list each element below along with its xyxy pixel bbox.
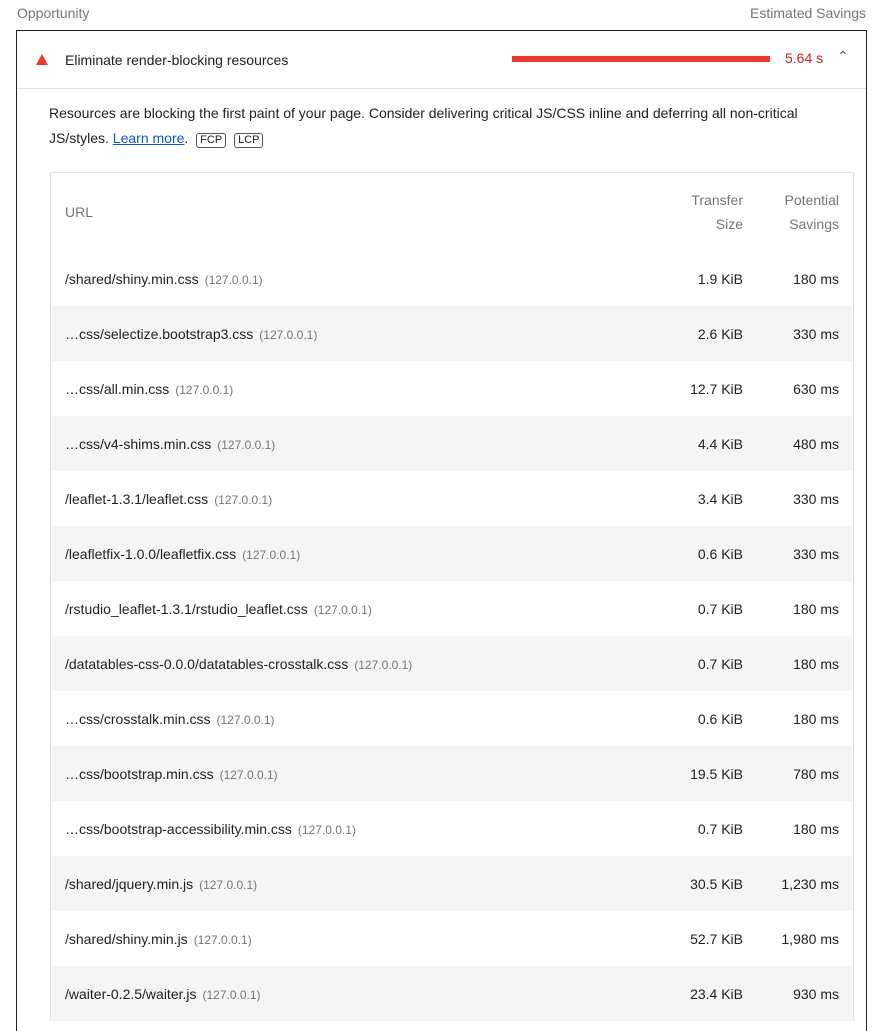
section-header (0, 0, 874, 30)
savings-bar (512, 56, 770, 62)
table-row (51, 746, 853, 801)
url-link[interactable]: …css/bootstrap.min.css (65, 765, 214, 782)
table-row (51, 306, 853, 361)
header-text: Savings (789, 216, 839, 232)
host-label: (127.0.0.1) (202, 987, 261, 1002)
savings-cell: 180 ms (793, 270, 839, 287)
header-text: Potential (784, 192, 839, 208)
url-link[interactable]: /waiter-0.2.5/waiter.js (65, 985, 197, 1002)
table-row (51, 416, 853, 471)
transfer-size-cell: 23.4 KiB (690, 985, 743, 1002)
url-link[interactable]: /shared/shiny.min.css (65, 270, 199, 287)
url-link[interactable]: …css/v4-shims.min.css (65, 435, 212, 452)
transfer-size-cell: 0.7 KiB (697, 820, 743, 837)
savings-cell: 330 ms (793, 545, 839, 562)
transfer-size-cell: 12.7 KiB (690, 380, 743, 397)
chevron-up-icon[interactable]: ⌃ (837, 48, 849, 64)
table-row (51, 581, 853, 636)
host-label: (127.0.0.1) (193, 932, 252, 947)
url-cell (51, 601, 653, 617)
savings-value: 5.64 s (785, 50, 824, 66)
table-row (51, 251, 853, 306)
host-label: (127.0.0.1) (297, 822, 356, 837)
table-row (51, 911, 853, 966)
url-cell (51, 326, 653, 342)
host-label: (127.0.0.1) (214, 492, 273, 507)
transfer-size-cell: 2.6 KiB (697, 325, 743, 342)
fcp-tag: FCP (196, 133, 226, 148)
table-row (51, 361, 853, 416)
host-label: (127.0.0.1) (216, 712, 275, 727)
url-link[interactable]: /shared/jquery.min.js (65, 875, 194, 892)
savings-cell: 1,980 ms (781, 930, 839, 947)
header-text: Size (715, 216, 743, 232)
savings-cell: 330 ms (793, 490, 839, 507)
savings-cell: 480 ms (793, 435, 839, 452)
table-row (51, 636, 853, 691)
url-cell (51, 546, 653, 562)
transfer-size-cell: 3.4 KiB (697, 490, 743, 507)
description-text: Resources are blocking the first paint of your page. Consider delivering critical JS/CSS inline and deferring all non-critical JS/styles. (49, 105, 798, 146)
host-label: (127.0.0.1) (199, 877, 258, 892)
savings-cell: 180 ms (793, 655, 839, 672)
url-cell (51, 876, 653, 892)
url-cell (51, 656, 653, 672)
url-cell (51, 986, 653, 1002)
header-text: Transfer (691, 192, 743, 208)
savings-cell: 930 ms (793, 985, 839, 1002)
potential-savings-header (743, 188, 853, 236)
transfer-size-cell: 0.6 KiB (697, 545, 743, 562)
url-cell (51, 271, 653, 287)
url-link[interactable]: …css/crosstalk.min.css (65, 710, 211, 727)
host-label: (127.0.0.1) (175, 382, 234, 397)
url-link[interactable]: …css/selectize.bootstrap3.css (65, 325, 254, 342)
host-label: (127.0.0.1) (354, 657, 413, 672)
savings-cell: 630 ms (793, 380, 839, 397)
host-label: (127.0.0.1) (219, 767, 278, 782)
url-cell (51, 931, 653, 947)
transfer-size-cell: 0.7 KiB (697, 655, 743, 672)
transfer-size-cell: 52.7 KiB (690, 930, 743, 947)
host-label: (127.0.0.1) (217, 437, 276, 452)
transfer-size-cell: 19.5 KiB (690, 765, 743, 782)
url-cell (51, 766, 653, 782)
audit-description: Resources are blocking the first paint of your page. Consider delivering critical JS/CSS inline and deferring all non-critical JS/styles. Learn more. FCP LCP (49, 105, 798, 146)
transfer-size-cell: 0.6 KiB (697, 710, 743, 727)
learn-more-link[interactable]: Learn more (112, 130, 185, 146)
savings-cell: 180 ms (793, 710, 839, 727)
audit-title: Eliminate render-blocking resources (65, 51, 289, 68)
estimated-savings-label: Estimated Savings (750, 5, 866, 21)
savings-cell: 780 ms (793, 765, 839, 782)
audit-summary[interactable] (17, 31, 866, 89)
savings-cell: 180 ms (793, 820, 839, 837)
table-row (51, 856, 853, 911)
transfer-size-cell: 30.5 KiB (690, 875, 743, 892)
url-link[interactable]: /datatables-css-0.0.0/datatables-crosstalk.css (65, 655, 349, 672)
url-header: URL (65, 204, 94, 220)
opportunity-label: Opportunity (17, 5, 90, 21)
lcp-tag: LCP (234, 133, 263, 148)
url-link[interactable]: …css/all.min.css (65, 380, 170, 397)
host-label: (127.0.0.1) (242, 547, 301, 562)
url-cell (51, 436, 653, 452)
host-label: (127.0.0.1) (259, 327, 318, 342)
table-row (51, 471, 853, 526)
host-label: (127.0.0.1) (204, 272, 263, 287)
table-row (51, 966, 853, 1021)
resources-table (50, 172, 854, 1021)
table-row (51, 691, 853, 746)
table-row (51, 801, 853, 856)
table-row (51, 526, 853, 581)
url-cell (51, 711, 653, 727)
url-cell (51, 381, 653, 397)
url-cell (51, 491, 653, 507)
savings-cell: 1,230 ms (781, 875, 839, 892)
transfer-size-cell: 4.4 KiB (697, 435, 743, 452)
url-link[interactable]: /rstudio_leaflet-1.3.1/rstudio_leaflet.css (65, 600, 308, 617)
url-link[interactable]: …css/bootstrap-accessibility.min.css (65, 820, 292, 837)
host-label: (127.0.0.1) (313, 602, 372, 617)
url-link[interactable]: /shared/shiny.min.js (65, 930, 188, 947)
table-header (51, 173, 853, 251)
url-cell (51, 821, 653, 837)
transfer-size-cell: 1.9 KiB (697, 270, 743, 287)
savings-cell: 330 ms (793, 325, 839, 342)
savings-cell: 180 ms (793, 600, 839, 617)
audit-panel (16, 30, 867, 1031)
url-link[interactable]: /leaflet-1.3.1/leaflet.css (65, 490, 209, 507)
transfer-size-header (653, 188, 743, 236)
url-link[interactable]: /leafletfix-1.0.0/leafletfix.css (65, 545, 237, 562)
transfer-size-cell: 0.7 KiB (697, 600, 743, 617)
warning-triangle-icon (36, 54, 48, 65)
